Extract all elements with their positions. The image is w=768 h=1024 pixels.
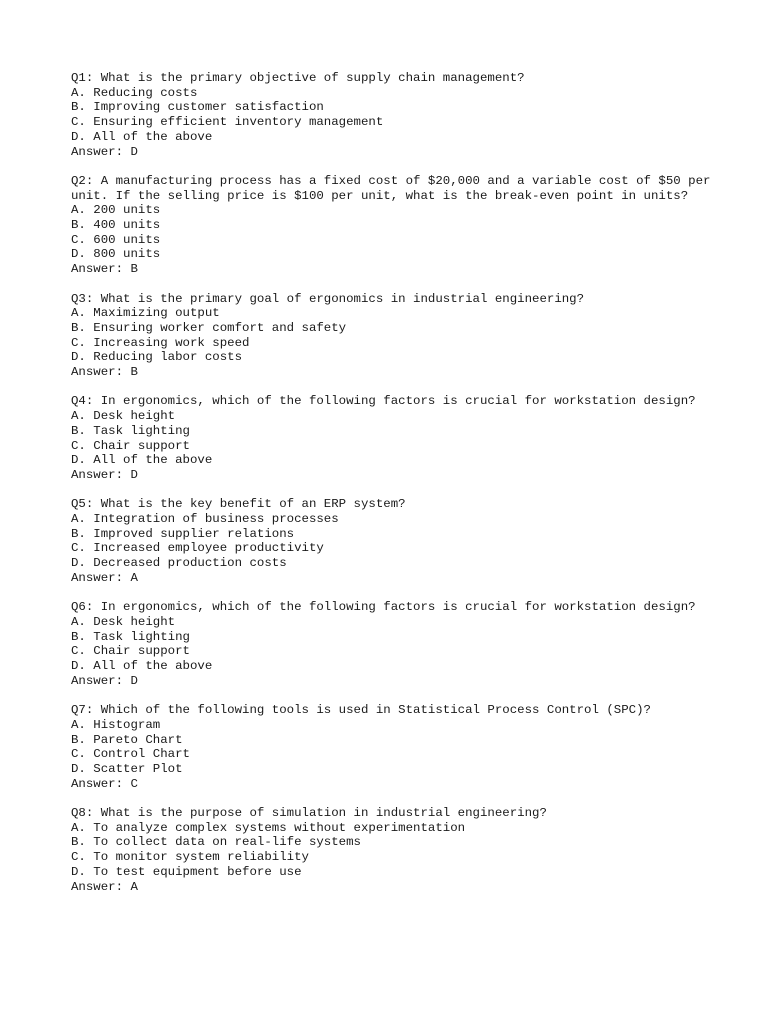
answer-text: Answer: A [71, 879, 138, 894]
option-a: A. Maximizing output [71, 306, 220, 321]
option-d: D. Reducing labor costs [71, 350, 243, 365]
option-c: C. Chair support [71, 438, 190, 453]
option-c: C. Control Chart [71, 747, 190, 762]
option-b: B. 400 units [71, 218, 161, 233]
answer-text: Answer: A [71, 570, 138, 585]
answer-text: Answer: B [71, 262, 138, 277]
question-text: Q7: Which of the following tools is used in Statistical Process Control (SPC)? [71, 703, 651, 718]
question-block-8 [71, 806, 711, 894]
option-a: A. Histogram [71, 717, 161, 732]
option-d: D. Scatter Plot [71, 761, 183, 776]
option-a: A. Desk height [71, 614, 176, 629]
option-b: B. To collect data on real-life systems [71, 835, 361, 850]
question-text: Q2: A manufacturing process has a fixed cost of $20,000 and a variable cost of $50 per unit. If the selling price is $100 per unit, what is the break-even point in units? [71, 173, 718, 203]
question-block-4 [71, 394, 711, 482]
option-b: B. Task lighting [71, 629, 190, 644]
option-d: D. Decreased production costs [71, 556, 287, 571]
option-b: B. Task lighting [71, 423, 190, 438]
option-c: C. To monitor system reliability [71, 850, 309, 865]
question-text: Q4: In ergonomics, which of the following factors is crucial for workstation design? [71, 394, 696, 409]
answer-text: Answer: C [71, 776, 138, 791]
option-c: C. Increased employee productivity [71, 541, 324, 556]
answer-text: Answer: D [71, 144, 138, 159]
question-text: Q8: What is the purpose of simulation in industrial engineering? [71, 806, 547, 821]
question-block-5 [71, 497, 711, 585]
option-d: D. All of the above [71, 453, 213, 468]
question-text: Q5: What is the key benefit of an ERP system? [71, 497, 406, 512]
question-text: Q6: In ergonomics, which of the following factors is crucial for workstation design? [71, 600, 696, 615]
option-c: C. Chair support [71, 644, 190, 659]
option-a: A. To analyze complex systems without experimentation [71, 820, 466, 835]
question-block-7 [71, 703, 711, 791]
question-block-1 [71, 71, 711, 159]
option-b: B. Improved supplier relations [71, 526, 295, 541]
option-c: C. Increasing work speed [71, 335, 250, 350]
option-d: D. All of the above [71, 129, 213, 144]
answer-text: Answer: D [71, 467, 138, 482]
option-b: B. Ensuring worker comfort and safety [71, 320, 347, 335]
option-a: A. 200 units [71, 203, 161, 218]
option-d: D. All of the above [71, 659, 213, 674]
option-c: C. 600 units [71, 232, 161, 247]
answer-text: Answer: B [71, 365, 138, 380]
option-c: C. Ensuring efficient inventory management [71, 115, 384, 130]
question-block-2 [71, 173, 718, 277]
question-block-6 [71, 600, 711, 688]
option-a: A. Reducing costs [71, 85, 198, 100]
question-block-3 [71, 292, 711, 380]
question-text: Q3: What is the primary goal of ergonomics in industrial engineering? [71, 291, 585, 306]
document-page [71, 71, 718, 909]
option-d: D. To test equipment before use [71, 864, 302, 879]
answer-text: Answer: D [71, 673, 138, 688]
option-d: D. 800 units [71, 247, 161, 262]
option-b: B. Pareto Chart [71, 732, 183, 747]
question-text: Q1: What is the primary objective of supply chain management? [71, 71, 525, 85]
option-a: A. Integration of business processes [71, 512, 339, 527]
option-b: B. Improving customer satisfaction [71, 100, 324, 115]
option-a: A. Desk height [71, 409, 176, 424]
